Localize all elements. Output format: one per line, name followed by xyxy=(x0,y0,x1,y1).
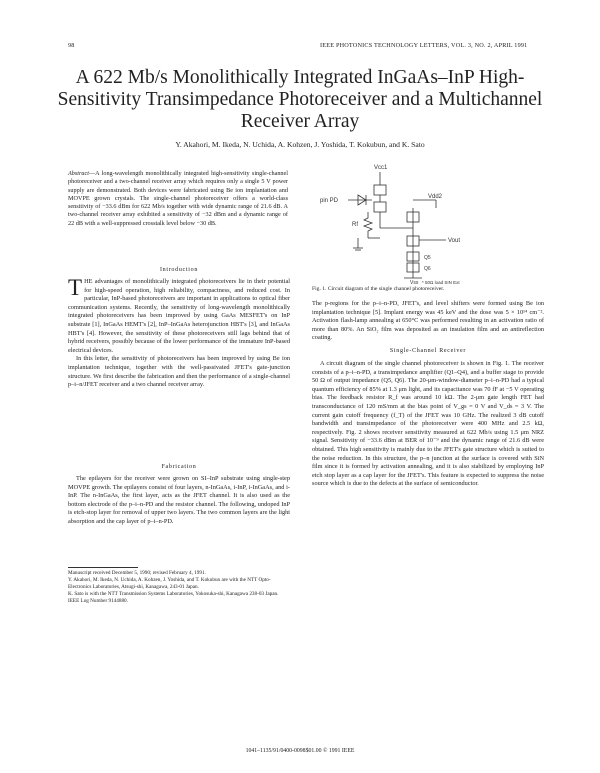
introduction-section xyxy=(68,275,290,390)
footnote-received: Manuscript received December 5, 1990; revised February 4, 1991. xyxy=(68,570,206,576)
rf-label: Rf xyxy=(352,222,358,228)
right-column-top xyxy=(312,300,544,343)
single-channel-section xyxy=(312,360,544,489)
vss-label: Vss xyxy=(410,280,419,285)
implantation-paragraph: The p-regions for the p–i–n-PD, JFET's, and level shifters were formed using Be ion implantation technique [5]. Implant energy was 45 keV and the dose was 5 × 10¹⁴ cm⁻². Activation flash-lamp annealing at 650°C was performed resulting in an activation ratio of more than 80%. An SiO₂ film was deposited as an insulation film and an antireflection coating. xyxy=(312,300,544,342)
vcc-label: Vcc1 xyxy=(374,165,388,171)
pin-pd-label: pin PD xyxy=(320,198,339,204)
figure-caption: Fig. 1. Circuit diagram of the single channel photoreceiver. xyxy=(312,286,445,292)
abstract-text: —A long-wavelength monolithically integrated high-sensitivity single-channel photoreceiver and a two-channel receiver array which requires only a single 5 V power supply are demonstrated. Both devices were fabricated using Be ion implantation and MOVPE grown crystals. The single-channel photoreceiver offers a world-class sensitivity of −33.6 dBm for 622 Mb/s together with wide dynamic range of 21.6 dB. A two-channel receiver array exhibited a sensitivity of −32 dBm and a dynamic range of 22 dB with a well-suppressed crosstalk level below −30 dB. xyxy=(68,170,288,227)
introduction-heading: Introduction xyxy=(159,267,199,273)
q2-transistor xyxy=(374,202,386,212)
footnote-affiliation-1: Y. Akahori, M. Ikeda, N. Uchida, A. Kohzen, J. Yoshida, and T. Kokubun are with the NTT Opto-Electronics Laboratories, Atsugi-shi, Kanagawa, 243-01 Japan. xyxy=(68,577,271,590)
abstract xyxy=(68,170,288,228)
footnote-rule xyxy=(68,567,138,568)
authors: Y. Akahori, M. Ikeda, N. Uchida, A. Kohzen, J. Yoshida, T. Kokubun, and K. Sato xyxy=(175,140,425,149)
footnote-affiliation-2: K. Sato is with the NTT Transmission Systems Laboratories, Yokosuka-shi, Kanagawa 238-03 Japan. xyxy=(68,591,279,597)
intro-paragraph-2: In this letter, the sensitivity of photoreceivers has been improved by using Be ion implantation technique, together with the well-passivated JFET's gate-junction structure. We first describe the fabrication and then the performance of a single-channel p–i–n/JFET receiver and a two channel receiver array. xyxy=(68,355,290,389)
vout-label: Vout xyxy=(448,238,461,244)
journal-header: IEEE PHOTONICS TECHNOLOGY LETTERS, VOL. 3, NO. 2, APRIL 1991 xyxy=(320,42,528,49)
figure-note: * 50Ω load SIN Ext xyxy=(422,280,460,285)
paper-title: A 622 Mb/s Monolithically Integrated InGaAs–InP High-Sensitivity Transimpedance Photoreceiver and a Multichannel Receiver Array xyxy=(57,67,543,132)
page-number: 98 xyxy=(68,42,75,49)
abstract-label: Abstract xyxy=(68,170,89,177)
vdd-label: Vdd2 xyxy=(428,194,443,200)
fabrication-paragraph: The epilayers for the receiver were grown on SI–InP substrate using single-step MOVPE growth. The epilayers consist of four layers, n-InGaAs, i-InP, i-InGaAs, and i-InP. The n-InGaAs, the first layer, acts as the JFET channel. It is also used as the bottom electrode of the p–i–n-PD and the resistor channel. The following, undoped InP is etch-stop layer for removal of upper two layers. The two common layers are the light absorption and the cap layer of p–i–n-PD. xyxy=(68,475,290,525)
single-channel-heading: Single-Channel Receiver xyxy=(389,348,467,354)
fabrication-heading: Fabrication xyxy=(161,464,197,470)
q6-label: Q6 xyxy=(424,266,431,272)
circuit-diagram xyxy=(318,160,478,285)
footnote-ieee-log: IEEE Log Number 9144880. xyxy=(68,598,128,604)
intro-dropcap: T xyxy=(68,275,83,300)
intro-paragraph-1: HE advantages of monolithically integrated photoreceivers lie in their potential for high-speed operation, high reliability, compactness, and reduced cost. In particular, InP-based photoreceivers are important in applications to optical fiber communication systems. Recently, the sensitivity of long-wavelength monolithically integrated photoreceivers has been improved by using GaAs MESFET's on InP substrate [1], InGaAs HEMT's [2], InP–InGaAs heterojunction HBT's [3], and InGaAs HBT's [4]. However, the sensitivity of these photoreceivers still lags behind that of hybrid receivers, possibly because of the lower performance of the immature InP-based electrical devices. xyxy=(68,278,290,354)
feedback-resistor xyxy=(364,212,372,238)
single-channel-paragraph: A circuit diagram of the single channel photoreceiver is shown in Fig. 1. The receiver consists of a p–i–n-PD, a transimpedance amplifier (Q1–Q4), and a buffer stage to provide 50 Ω of output impedance (Q5, Q6). The 20-μm-window-diameter p–i–n-PD had a typical quantum efficiency of 85% at 1.3 μm light, and its capacitance was 70 fF at −5 V operating bias. The feedback resistor R_f was around 10 kΩ. The 2-μm gate length FET had transconductance of 120 mS/mm at the bias point of V_gs = 0 V and V_ds = 3 V. The current gain cutoff frequency (f_T) of the JFET was 10 GHz. The realized 3 dB cutoff bandwidth and transimpedance of the photoreceiver were 400 MHz and 2.5 kΩ, respectively. Fig. 2 shows receiver sensitivity measured at 622 Mb/s using 1.5 μm NRZ signal. Sensitivity of −33.6 dBm at BER of 10⁻⁹ and the dynamic range of 21.6 dB were obtained. This high sensitivity is mainly due to the JFET's gate structure which is suited to the noise reduction. In this structure, the p–n junction at the surface is covered with SiN film since it is formed by activation annealing, and it is also stabilized by employing InP etch stop layer as a cap layer for the JFET's. This feature is expected to suppress the noise source which is due to the defects at the surface of semiconductor. xyxy=(312,360,544,488)
q5-label: Q5 xyxy=(424,255,431,261)
q1-transistor xyxy=(374,185,386,195)
footnotes xyxy=(68,570,290,605)
fabrication-section xyxy=(68,475,290,527)
copyright-line: 1041–1135/91/0400-0098$01.00 © 1991 IEEE xyxy=(245,748,355,754)
